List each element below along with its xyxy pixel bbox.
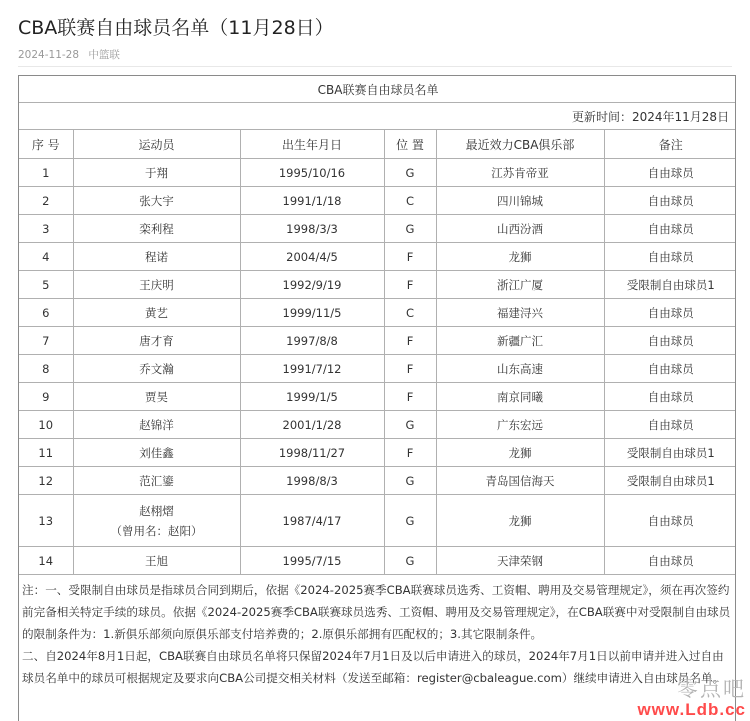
free-agent-table xyxy=(19,76,736,575)
table-row xyxy=(19,327,736,355)
cell-note: 自由球员 xyxy=(604,355,736,383)
cell-note: 自由球员 xyxy=(604,243,736,271)
header-note: 备注 xyxy=(604,130,736,159)
note-1: 注：一、受限制自由球员是指球员合同到期后，依据《2024-2025赛季CBA联赛球员选秀、工资帽、聘用及交易管理规定》，须在再次签约前完备相关特定手续的球员。依据《2024-2025赛季CBA联赛球员选秀、工资帽、聘用及交易管理规定》，在CBA联赛中对受限制自由球员的限制条件为：1.新俱乐部须向原俱乐部支付培养费的；2.原俱乐部拥有匹配权的；3.其它限制条件。 xyxy=(22,583,731,641)
cell-pos: F xyxy=(384,327,436,355)
cell-birth: 1992/9/19 xyxy=(240,271,384,299)
cell-birth: 1991/1/18 xyxy=(240,187,384,215)
cell-note: 受限制自由球员1 xyxy=(604,439,736,467)
cell-pos: C xyxy=(384,187,436,215)
cell-no: 7 xyxy=(19,327,73,355)
cell-note: 自由球员 xyxy=(604,383,736,411)
cell-pos: G xyxy=(384,159,436,187)
cell-club: 青岛国信海天 xyxy=(436,467,604,495)
cell-birth: 2001/1/28 xyxy=(240,411,384,439)
cell-name: 范汇鎏 xyxy=(73,467,240,495)
table-row xyxy=(19,411,736,439)
cell-name xyxy=(73,495,240,547)
cell-note: 自由球员 xyxy=(604,547,736,575)
table-row xyxy=(19,159,736,187)
cell-club: 龙狮 xyxy=(436,243,604,271)
cell-club: 福建浔兴 xyxy=(436,299,604,327)
cell-pos: G xyxy=(384,215,436,243)
cell-birth: 1998/3/3 xyxy=(240,215,384,243)
header-player: 运动员 xyxy=(73,130,240,159)
cell-note: 自由球员 xyxy=(604,495,736,547)
watermark-logo: 零点吧 xyxy=(677,677,746,701)
header-club: 最近效力CBA俱乐部 xyxy=(436,130,604,159)
divider xyxy=(18,66,732,67)
cell-club: 江苏肯帝亚 xyxy=(436,159,604,187)
cell-pos: G xyxy=(384,547,436,575)
cell-note: 自由球员 xyxy=(604,411,736,439)
cell-note: 受限制自由球员1 xyxy=(604,467,736,495)
cell-birth: 1998/8/3 xyxy=(240,467,384,495)
cell-no: 12 xyxy=(19,467,73,495)
cell-club: 广东宏远 xyxy=(436,411,604,439)
cell-no: 14 xyxy=(19,547,73,575)
table-row xyxy=(19,299,736,327)
cell-club: 山东高速 xyxy=(436,355,604,383)
note-2: 二、自2024年8月1日起，CBA联赛自由球员名单将只保留2024年7月1日及以后申请进入的球员，2024年7月1日以前申请并进入过自由球员名单中的球员可根据规定及要求向CBA公司提交相关材料（发送至邮箱：register@cbaleague.com）继续申请进入自由球员名单。 xyxy=(22,649,725,685)
cell-pos: F xyxy=(384,243,436,271)
cell-birth: 1991/7/12 xyxy=(240,355,384,383)
cell-club: 山西汾酒 xyxy=(436,215,604,243)
notes-section xyxy=(19,575,735,689)
cell-name: 王旭 xyxy=(73,547,240,575)
table-row xyxy=(19,439,736,467)
cell-birth: 1995/7/15 xyxy=(240,547,384,575)
cell-note: 自由球员 xyxy=(604,159,736,187)
cell-birth: 1999/11/5 xyxy=(240,299,384,327)
cell-birth: 1995/10/16 xyxy=(240,159,384,187)
cell-club: 龙狮 xyxy=(436,495,604,547)
cell-no: 4 xyxy=(19,243,73,271)
cell-name: 张大宇 xyxy=(73,187,240,215)
header-no: 序 号 xyxy=(19,130,73,159)
watermark-url: www.Ldb.cc xyxy=(637,700,746,719)
table-row xyxy=(19,187,736,215)
cell-club: 新疆广汇 xyxy=(436,327,604,355)
cell-birth: 1998/11/27 xyxy=(240,439,384,467)
free-agent-list-box xyxy=(18,75,736,721)
cell-note: 受限制自由球员1 xyxy=(604,271,736,299)
article-meta xyxy=(18,47,120,62)
cell-pos: G xyxy=(384,495,436,547)
cell-name: 栾利程 xyxy=(73,215,240,243)
cell-name: 于翔 xyxy=(73,159,240,187)
cell-pos: G xyxy=(384,411,436,439)
cell-birth: 1987/4/17 xyxy=(240,495,384,547)
table-header-row xyxy=(19,130,736,159)
page-title: CBA联赛自由球员名单（11月28日） xyxy=(18,17,334,39)
table-row xyxy=(19,383,736,411)
cell-note: 自由球员 xyxy=(604,327,736,355)
cell-no: 10 xyxy=(19,411,73,439)
cell-club: 天津荣钢 xyxy=(436,547,604,575)
cell-club: 龙狮 xyxy=(436,439,604,467)
cell-pos: C xyxy=(384,299,436,327)
table-row xyxy=(19,495,736,547)
table-caption: CBA联赛自由球员名单 xyxy=(19,76,736,103)
cell-name: 王庆明 xyxy=(73,271,240,299)
cell-no: 9 xyxy=(19,383,73,411)
cell-no: 2 xyxy=(19,187,73,215)
cell-club: 南京同曦 xyxy=(436,383,604,411)
cell-birth: 1997/8/8 xyxy=(240,327,384,355)
table-row xyxy=(19,355,736,383)
cell-pos: G xyxy=(384,467,436,495)
cell-name: 黄艺 xyxy=(73,299,240,327)
player-name: 赵栩熠 xyxy=(139,503,174,518)
cell-note: 自由球员 xyxy=(604,299,736,327)
cell-name: 唐才育 xyxy=(73,327,240,355)
cell-pos: F xyxy=(384,271,436,299)
cell-no: 11 xyxy=(19,439,73,467)
header-birth: 出生年月日 xyxy=(240,130,384,159)
table-row xyxy=(19,271,736,299)
cell-name: 贾昊 xyxy=(73,383,240,411)
cell-note: 自由球员 xyxy=(604,187,736,215)
table-row xyxy=(19,547,736,575)
cell-club: 四川锦城 xyxy=(436,187,604,215)
cell-pos: F xyxy=(384,383,436,411)
cell-name: 赵锦洋 xyxy=(73,411,240,439)
table-row xyxy=(19,215,736,243)
cell-no: 8 xyxy=(19,355,73,383)
cell-birth: 2004/4/5 xyxy=(240,243,384,271)
update-time: 更新时间：2024年11月28日 xyxy=(19,103,736,130)
player-alias: （曾用名：赵阳） xyxy=(110,523,203,538)
table-row xyxy=(19,467,736,495)
cell-birth: 1999/1/5 xyxy=(240,383,384,411)
cell-name: 乔文瀚 xyxy=(73,355,240,383)
cell-no: 1 xyxy=(19,159,73,187)
header-position: 位 置 xyxy=(384,130,436,159)
cell-name: 程诺 xyxy=(73,243,240,271)
cell-club: 浙江广厦 xyxy=(436,271,604,299)
source-link[interactable]: 中篮联 xyxy=(88,49,120,61)
cell-no: 3 xyxy=(19,215,73,243)
cell-no: 5 xyxy=(19,271,73,299)
cell-name: 刘佳鑫 xyxy=(73,439,240,467)
cell-pos: F xyxy=(384,439,436,467)
cell-no: 6 xyxy=(19,299,73,327)
publish-date: 2024-11-28 xyxy=(18,49,80,61)
cell-note: 自由球员 xyxy=(604,215,736,243)
table-row xyxy=(19,243,736,271)
cell-pos: F xyxy=(384,355,436,383)
cell-no: 13 xyxy=(19,495,73,547)
